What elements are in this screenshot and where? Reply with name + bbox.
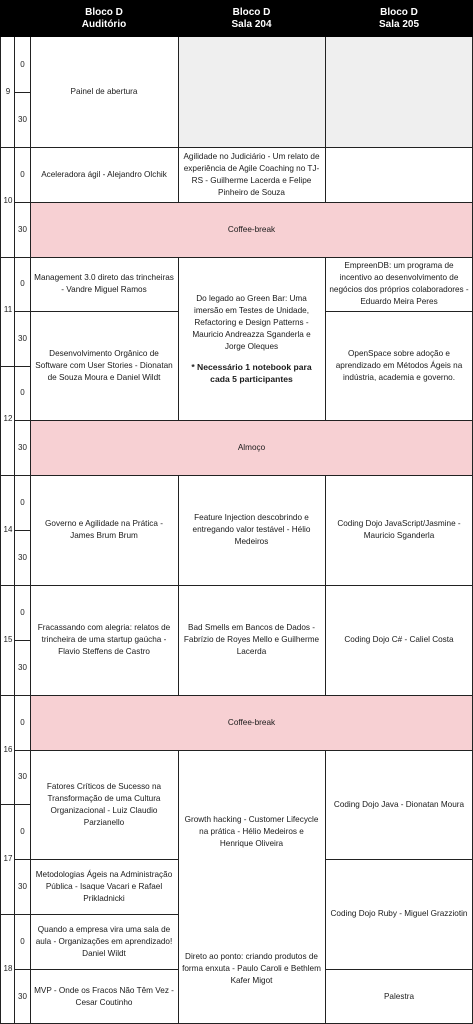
session-direto-ao-ponto: Direto ao ponto: criando produtos de forma enxuta - Paulo Caroli e Bethlem Kafer Migot — [178, 914, 325, 1024]
grid-line — [30, 859, 178, 860]
minute-label: 0 — [15, 37, 30, 92]
grid-line — [30, 750, 473, 751]
minute-label: 30 — [15, 202, 30, 257]
grid-line — [0, 475, 473, 476]
grid-line — [30, 420, 473, 421]
minute-label: 0 — [15, 475, 30, 530]
coffee-break-band: Coffee-break — [30, 202, 473, 257]
minute-label: 0 — [15, 257, 30, 311]
grid-line — [325, 257, 326, 420]
session-green-bar-note: * Necessário 1 notebook para cada 5 participantes — [191, 361, 312, 384]
session-agilidade-judiciario: Agilidade no Judiciário - Um relato de experiência de Agile Coaching no TJ-RS - Guilherme Lacerda e Felipe Pinheiro de Souza — [178, 147, 325, 202]
grid-line — [14, 420, 30, 421]
hour-label: 16 — [3, 745, 13, 754]
session-dojo-java: Coding Dojo Java - Dionatan Moura — [325, 750, 473, 859]
header-sala205 — [325, 0, 473, 37]
session-green-bar — [178, 257, 325, 420]
session-dojo-csharp: Coding Dojo C# - Caliel Costa — [325, 585, 473, 695]
hour-label: 12 — [3, 414, 13, 423]
grid-line — [0, 147, 473, 148]
header-auditorio-line1: Bloco D — [85, 6, 123, 18]
hour-label: 14 — [3, 525, 13, 534]
session-fatores-criticos: Fatores Críticos de Sucesso na Transformação de uma Cultura Organizacional - Luiz Claudio Parzianello — [30, 750, 178, 859]
session-empresa-sala-aula: Quando a empresa vira uma sala de aula - Organizações em aprendizado! Daniel Wildt — [30, 914, 178, 969]
minute-label: 30 — [15, 311, 30, 366]
hour-label: 18 — [3, 964, 13, 973]
session-mvp: MVP - Onde os Fracos Não Têm Vez - Cesar Coutinho — [30, 969, 178, 1024]
grid-line — [0, 585, 473, 586]
grid-line — [30, 311, 178, 312]
minute-label: 30 — [15, 530, 30, 585]
session-governo: Governo e Agilidade na Prática - James Brum Brum — [30, 475, 178, 585]
minute-label: 30 — [15, 420, 30, 475]
minute-label: 30 — [15, 640, 30, 695]
hour-label: 11 — [3, 305, 13, 314]
grid-line — [325, 37, 326, 202]
session-desenvolvimento-organico: Desenvolvimento Orgânico de Software com User Stories - Dionatan de Souza Moura e Daniel Wildt — [30, 311, 178, 420]
empty-slot — [178, 37, 325, 147]
hour-label: 15 — [3, 635, 13, 644]
grid-line — [14, 640, 30, 641]
session-growth-hacking: Growth hacking - Customer Lifecycle na prática - Hélio Medeiros e Henrique Oliveira — [178, 750, 325, 914]
minute-label: 0 — [15, 804, 30, 859]
empty-slot — [325, 147, 473, 202]
grid-line — [325, 311, 473, 312]
session-palestra: Palestra — [325, 969, 473, 1024]
header-auditorio — [30, 0, 178, 37]
header-sala204 — [178, 0, 325, 37]
minute-label: 0 — [15, 585, 30, 640]
session-dojo-js: Coding Dojo JavaScript/Jasmine - Mauricio Sganderla — [325, 475, 473, 585]
grid-line — [0, 914, 178, 915]
minute-label: 0 — [15, 695, 30, 750]
minute-label: 0 — [15, 366, 30, 420]
session-painel-abertura: Painel de abertura — [30, 37, 178, 147]
grid-line — [30, 202, 473, 203]
grid-line — [325, 750, 326, 1024]
grid-line — [14, 750, 30, 751]
grid-line — [14, 92, 30, 93]
grid-line — [14, 859, 30, 860]
grid-line — [14, 311, 30, 312]
session-feature-injection: Feature Injection descobrindo e entregando valor testável - Hélio Medeiros — [178, 475, 325, 585]
header-sala204-line2: Sala 204 — [231, 18, 272, 30]
session-fracassando: Fracassando com alegria: relatos de trincheira de uma startup gaúcha - Flavio Steffens de Castro — [30, 585, 178, 695]
grid-line — [0, 804, 30, 805]
hour-label: 17 — [3, 854, 13, 863]
grid-line — [325, 969, 473, 970]
grid-line — [0, 695, 473, 696]
header-corner — [0, 0, 30, 37]
session-metodologias: Metodologias Ágeis na Administração Pública - Isaque Vacari e Rafael Prikladnicki — [30, 859, 178, 914]
session-empreendb: EmpreenDB: um programa de incentivo ao desenvolvimento de negócios dos próprios colaboradores - Eduardo Meira Peres — [325, 257, 473, 311]
grid-line — [14, 530, 30, 531]
lunch-band: Almoço — [30, 420, 473, 475]
session-aceleradora: Aceleradora ágil - Alejandro Olchik — [30, 147, 178, 202]
minute-label: 0 — [15, 147, 30, 202]
coffee-break-band: Coffee-break — [30, 695, 473, 750]
session-openspace: OpenSpace sobre adoção e aprendizado em Métodos Ágeis na indústria, academia e governo. — [325, 311, 473, 420]
minute-label: 0 — [15, 914, 30, 969]
minute-label: 30 — [15, 969, 30, 1024]
hour-label: 9 — [5, 87, 11, 96]
grid-line — [14, 202, 30, 203]
empty-slot — [325, 37, 473, 147]
grid-line — [178, 257, 179, 420]
header-sala204-line1: Bloco D — [232, 6, 271, 18]
session-green-bar-title: Do legado ao Green Bar: Uma imersão em Testes de Unidade, Refactoring e Design Patterns - Mauricio Andreazza Sganderla e Jorge Oleques — [192, 293, 311, 351]
session-management30: Management 3.0 direto das trincheiras - Vandre Miguel Ramos — [30, 257, 178, 311]
grid-line — [325, 859, 473, 860]
session-bad-smells: Bad Smells em Bancos de Dados - Fabrízio de Royes Mello e Guilherme Lacerda — [178, 585, 325, 695]
minute-label: 30 — [15, 750, 30, 804]
hour-label: 10 — [3, 196, 13, 205]
minute-label: 30 — [15, 859, 30, 914]
grid-line — [30, 37, 31, 1024]
header-sala205-line1: Bloco D — [380, 6, 418, 18]
minute-label: 30 — [15, 92, 30, 147]
session-dojo-ruby: Coding Dojo Ruby - Miguel Grazziotin — [325, 859, 473, 969]
grid-line — [14, 969, 30, 970]
grid-line — [0, 37, 1, 1024]
grid-line — [0, 257, 473, 258]
grid-line — [0, 366, 30, 367]
grid-line — [178, 750, 179, 1024]
header-auditorio-line2: Auditório — [81, 18, 127, 30]
session-green-bar-content — [182, 293, 321, 385]
header-sala205-line2: Sala 205 — [378, 18, 420, 30]
grid-line — [30, 969, 178, 970]
grid-line — [178, 37, 179, 202]
